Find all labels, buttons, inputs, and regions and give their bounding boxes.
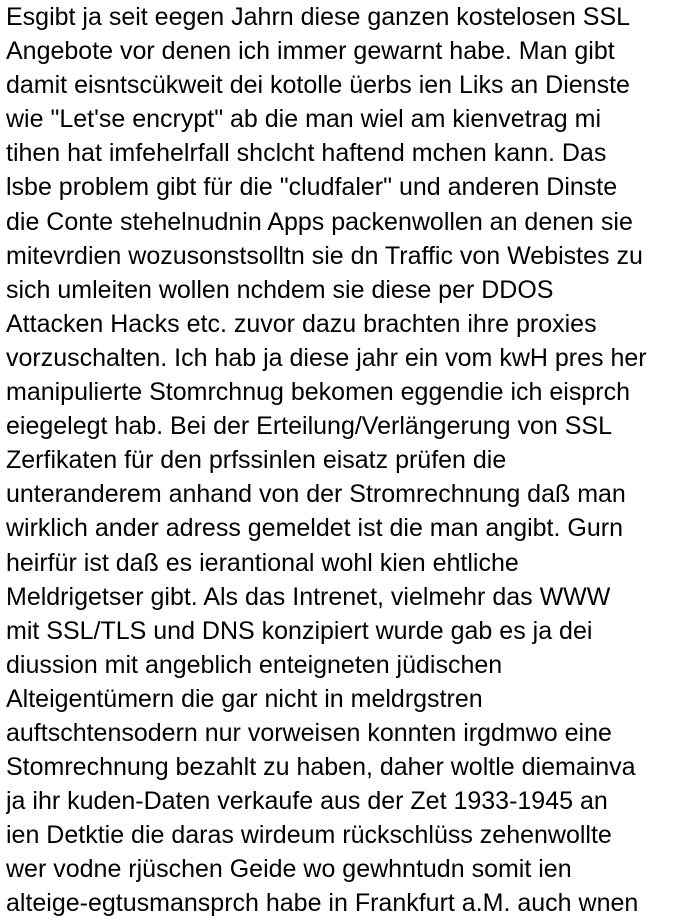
text-line-20: diussion mit angeblich enteigneten jüdischen (6, 650, 503, 679)
text-line-11: vorzuschalten. Ich hab ja diese jahr ein vom kwH pres her (6, 343, 647, 372)
text-line-6: lsbe problem gibt für die "cludfaler" und anderen Dinste (6, 173, 618, 202)
text-line-9: sich umleiten wollen nchdem sie diese per DDOS (6, 275, 554, 304)
text-line-23: Stomrechnung bezahlt zu haben, daher woltle diemainva (6, 753, 636, 782)
text-line-8: mitevrdien wozusonstsolltn sie dn Traffic von Webistes zu (6, 241, 643, 270)
text-line-13: eiegelegt hab. Bei der Erteilung/Verlängerung von SSL (6, 412, 612, 441)
text-line-14: Zerfikaten für den prfssinlen eisatz prüfen die (6, 446, 507, 475)
text-line-18: Meldrigetser gibt. Als das Intrenet, vielmehr das WWW (6, 582, 611, 611)
document-text (6, 0, 684, 920)
text-line-2: Angebote vor denen ich immer gewarnt habe. Man gibt (6, 37, 615, 66)
text-line-16: wirklich ander adress gemeldet ist die man angibt. Gurn (6, 514, 623, 543)
text-line-27: alteige-egtusmansprch habe in Frankfurt a.M. auch wnen (6, 889, 639, 918)
text-line-1: Esgibt ja seit eegen Jahrn diese ganzen kostelosen SSL (6, 3, 631, 31)
text-line-15: unteranderem anhand von der Stromrechnung daß man (6, 480, 626, 509)
text-line-22: auftschtensodern nur vorweisen konnten irgdmwo eine (6, 718, 612, 747)
text-line-10: Attacken Hacks etc. zuvor dazu brachten ihre proxies (6, 309, 597, 338)
text-line-19: mit SSL/TLS und DNS konzipiert wurde gab es ja dei (6, 616, 593, 645)
text-line-24: ja ihr kuden-Daten verkaufe aus der Zet 1933-1945 an (6, 787, 608, 816)
text-line-21: Alteigentümern die gar nicht in meldrgstren (6, 684, 483, 713)
text-line-25: ien Detktie die daras wirdeum rückschlüss zehenwollte (6, 821, 612, 850)
text-line-17: heirfür ist daß es ierantional wohl kien ehtliche (6, 548, 519, 577)
text-line-7: die Conte stehelnudnin Apps packenwollen an denen sie (6, 207, 633, 236)
text-line-5: tihen hat imfehelrfall shclcht haftend mchen kann. Das (6, 139, 607, 168)
text-line-3: damit eisntscükweit dei kotolle üerbs ien Liks an Dienste (6, 71, 630, 100)
text-line-4: wie "Let'se encrypt" ab die man wiel am kienvetrag mi (6, 105, 602, 134)
text-line-26: wer vodne rjüschen Geide wo gewhntudn somit ien (6, 855, 572, 884)
text-line-12: manipulierte Stomrchnug bekomen eggendie ich eisprch (6, 378, 630, 407)
